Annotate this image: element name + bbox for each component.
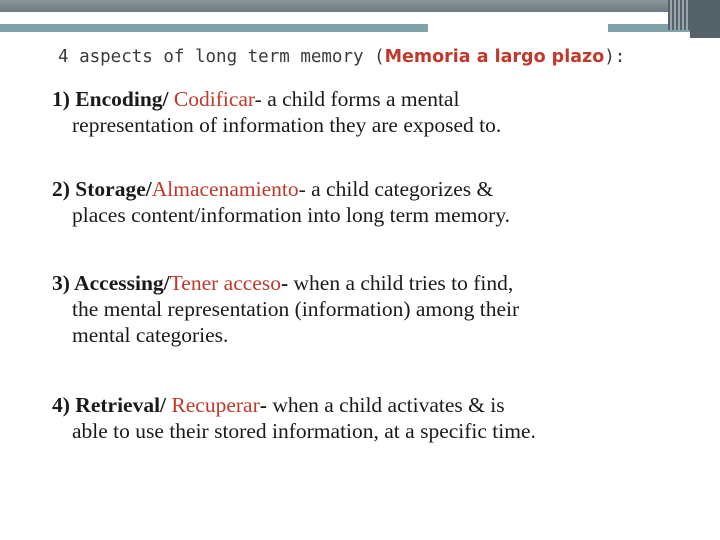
header-dark-stripe	[0, 0, 720, 12]
memory-aspect-encoding	[52, 86, 692, 138]
item-description-line: able to use their stored information, at a specific time.	[72, 419, 536, 443]
item-separator: -	[280, 271, 289, 295]
item-description-line: the mental representation (information) among their	[72, 297, 520, 321]
item-spanish-term: Tener acceso	[169, 271, 281, 295]
item-description-line: representation of information they are exposed to.	[72, 113, 502, 137]
item-number: 1)	[52, 87, 76, 111]
item-separator: -	[298, 177, 306, 201]
item-description-line: when a child activates & is	[266, 393, 505, 417]
item-description-line: when a child tries to find,	[288, 271, 514, 295]
item-number: 4)	[52, 393, 76, 417]
slide-title	[58, 47, 625, 67]
item-description-line: places content/information into long term memory.	[72, 203, 511, 227]
title-spanish: Memoria a largo plazo	[384, 47, 605, 67]
header-teal-stripe	[0, 24, 720, 32]
item-number: 3)	[52, 271, 75, 295]
memory-aspect-retrieval	[52, 392, 692, 444]
header-right-stripes	[668, 0, 690, 30]
item-description-line: mental categories.	[72, 323, 229, 347]
item-separator: -	[254, 87, 262, 111]
item-spanish-term: Recuperar	[166, 393, 260, 417]
item-term: Retrieval/	[75, 393, 167, 417]
item-description-line: a child forms a mental	[261, 87, 460, 111]
header-right-block	[690, 0, 720, 38]
memory-aspect-accessing	[52, 270, 692, 348]
item-separator: -	[259, 393, 267, 417]
slide-header-band	[0, 0, 720, 22]
item-spanish-term: Almacenamiento	[151, 177, 299, 201]
item-number: 2)	[52, 177, 76, 201]
item-spanish-term: Codificar	[168, 87, 255, 111]
item-term: Encoding/	[75, 87, 169, 111]
item-description-line: a child categorizes &	[305, 177, 494, 201]
memory-aspect-storage	[52, 176, 692, 228]
title-suffix: ):	[604, 47, 626, 67]
item-term: Accessing/	[74, 271, 170, 295]
item-term: Storage/	[75, 177, 152, 201]
header-notch	[428, 22, 608, 34]
title-prefix: 4 aspects of long term memory (	[58, 47, 385, 67]
